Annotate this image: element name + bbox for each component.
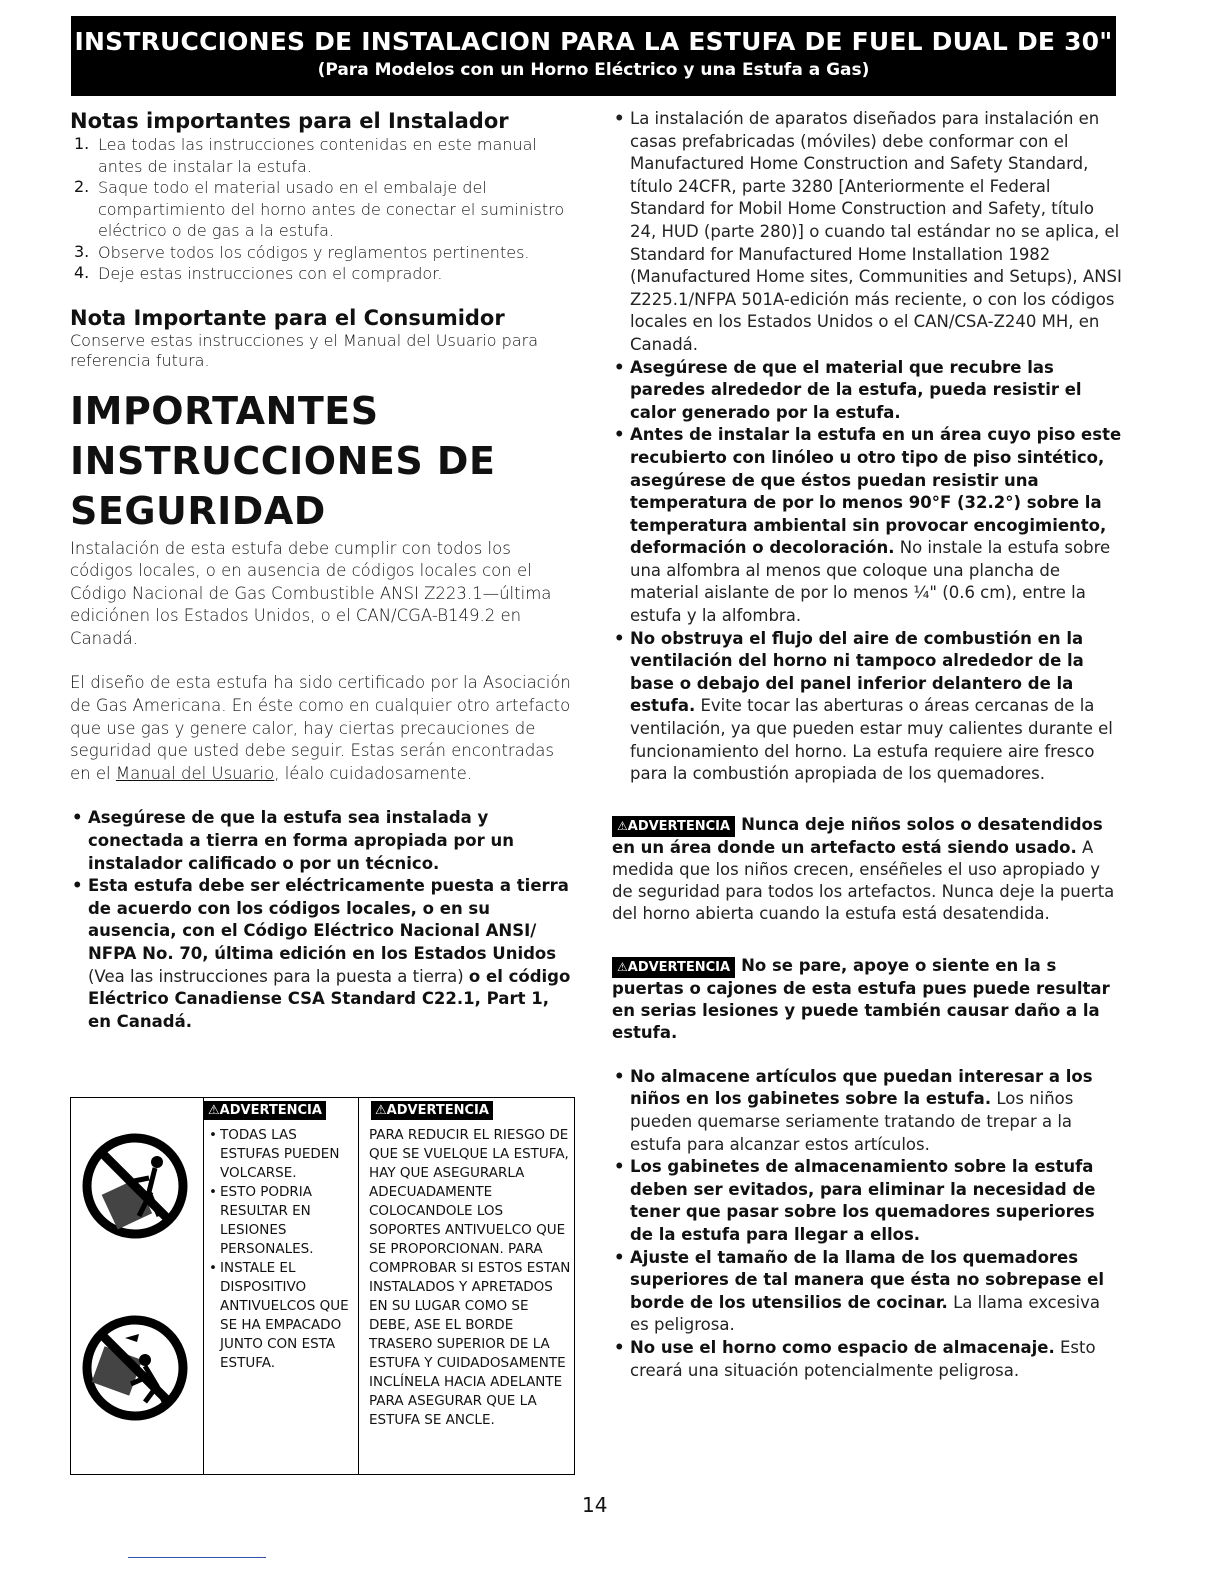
list-item: • Antes de instalar la estufa en un área cuyo piso este recubierto con linóleo u otro tipo de piso sintético, asegúrese de que éstos puedan resistir una temperatura de por lo menos 90°F (32.2°) sobre la temperatura ambiental sin provocar encogimiento, deformación o decoloración. No instale la estufa sobre una alfombra al menos que coloque una plancha de material aislante de por lo menos ¼" (0.6 cm), entre la estufa y la alfombra.	[614, 425, 1122, 626]
right-column	[612, 108, 1122, 1382]
no-tip-icon	[71, 1098, 201, 1474]
safety-title: IMPORTANTES INSTRUCCIONES DE SEGURIDAD	[70, 388, 496, 533]
list-item: • TODAS LAS ESTUFAS PUEDEN VOLCARSE.	[209, 1127, 340, 1181]
warning-triangle-icon: ⚠	[617, 818, 628, 833]
list-item: • No use el horno como espacio de almacenaje. Esto creará una situación potencialmente peligrosa.	[614, 1337, 1096, 1380]
list-item: • Ajuste el tamaño de la llama de los quemadores superiores de tal manera que ésta no sobrepase el borde de los utensilios de cocinar. La llama excesiva es peligrosa.	[614, 1247, 1104, 1335]
list-item: • Asegúrese de que el material que recubre las paredes alrededor de la estufa, pueda resistir el calor generado por la estufa.	[614, 357, 1082, 422]
left-column	[70, 108, 575, 1033]
list-item: • Los gabinetes de almacenamiento sobre la estufa deben ser evitados, para eliminar la necesidad de tener que pasar sobre los quemadores superiores de la estufa para llegar a ellos.	[614, 1157, 1096, 1244]
warning-triangle-icon: ⚠	[208, 1103, 220, 1118]
consumer-text: Conserve estas instrucciones y el Manual del Usuario para referencia futura.	[70, 330, 539, 370]
consumer-heading: Nota Importante para el Consumidor	[70, 305, 505, 330]
warning-triangle-icon: ⚠	[375, 1103, 387, 1118]
warning-column-1	[204, 1098, 359, 1474]
user-manual-link: Manual del Usuario	[115, 763, 275, 783]
header-subtitle: (Para Modelos con un Horno Eléctrico y una Estufa a Gas)	[317, 60, 870, 80]
warning-label: ⚠ADVERTENCIA	[371, 1101, 493, 1120]
list-item: 1. Lea todas las instrucciones contenidas en este manual antes de instalar la estufa.	[74, 134, 537, 176]
warning-column-2	[359, 1098, 574, 1474]
page-header	[71, 16, 1116, 96]
list-item: • Esta estufa debe ser eléctricamente puesta a tierra de acuerdo con los códigos locales, o en su ausencia, con el Código Eléctrico Nacional ANSI/ NFPA No. 70, última edición en los Estados Unidos (Vea las instrucciones para la puesta a tierra) o el código Eléctrico Canadiense CSA Standard C22.1, Part 1, en Canadá.	[72, 876, 571, 1031]
page-number: 14	[582, 1493, 608, 1517]
tip-over-warning-box	[70, 1097, 575, 1475]
list-item: 4. Deje estas instrucciones con el comprador.	[74, 263, 443, 283]
warning-badge: ⚠ADVERTENCIA	[612, 957, 735, 978]
safety-para-2: El diseño de esta estufa ha sido certificado por la Asociación de Gas Americana. En éste como en cualquier otro artefacto que use gas y genere calor, hay ciertas precauciones de seguridad que usted debe seguir. Estas serán encontradas en el Manual del Usuario, léalo cuidadosamente.	[70, 673, 571, 783]
warning-doors: ⚠ADVERTENCIA No se pare, apoye o siente en la s puertas o cajones de esta estufa pues puede resultar en serias lesiones y puede también causar daño a la estufa.	[612, 955, 1110, 1042]
safety-bullets	[70, 807, 575, 1033]
list-item: • La instalación de aparatos diseñados para instalación en casas prefabricadas (móviles) debe conformar con el Manufactured Home Construction and Safety Standard, título 24CFR, parte 3280 [Anteriormente el Federal Standard for Mobil Home Construction and Safety, título 24, HUD (parte 280)] o cuando tal estándar no se aplica, el Standard for Manufactured Home Installation 1982 (Manufactured Home sites, Communities and Setups), ANSI Z225.1/NFPA 501A-edición más reciente, o con los códigos locales en los Estados Unidos o el CAN/CSA-Z240 MH, en Canadá.	[614, 109, 1122, 354]
safety-para-1: Instalación de esta estufa debe cumplir con todos los códigos locales, o en ausencia de códigos locales con el Código Nacional de Gas Combustible ANSI Z223.1—última ediciónen los Estados Unidos, o el CAN/CGA-B149.2 en Canadá.	[70, 538, 552, 648]
header-title: INSTRUCCIONES DE INSTALACION PARA LA ESTUFA DE FUEL DUAL DE 30"	[74, 27, 1113, 56]
list-item: • ESTO PODRIA RESULTAR EN LESIONES PERSONALES.	[209, 1184, 314, 1257]
list-item: • INSTALE EL DISPOSITIVO ANTIVUELCOS QUE SE HA EMPACADO JUNTO CON ESTA ESTUFA.	[209, 1260, 349, 1371]
warning-badge: ⚠ADVERTENCIA	[612, 816, 735, 837]
warning-label: ⚠ADVERTENCIA	[204, 1101, 326, 1120]
warning-triangle-icon: ⚠	[617, 959, 628, 974]
list-item: 3. Observe todos los códigos y reglamentos pertinentes.	[74, 241, 530, 262]
list-item: • No obstruya el flujo del aire de combustión en la ventilación del horno ni tampoco alrededor de la base o debajo del panel inferior delantero de la estufa. Evite tocar las aberturas o áreas cercanas de la ventilación, ya que pueden estar muy calientes durante el funcionamiento del horno. La estufa requiere aire fresco para la combustión apropiada de los quemadores.	[614, 628, 1113, 784]
installer-list	[70, 134, 575, 285]
warning-column-2-text: PARA REDUCIR EL RIESGO DE QUE SE VUELQUE LA ESTUFA, HAY QUE ASEGURARLA ADECUADAMENTE COLOCANDOLE LOS SOPORTES ANTIVUELCO QUE SE PROPORCIONAN. PARA COMPROBAR SI ESTOS ESTAN INSTALADOS Y APRETADOS EN SU LUGAR COMO SE DEBE, ASE EL BORDE TRASERO SUPERIOR DE LA ESTUFA Y CUIDADOSAMENTE INCLÍNELA HACIA ADELANTE PARA ASEGURAR QUE LA ESTUFA SE ANCLE.	[369, 1127, 571, 1428]
footer-divider	[128, 1557, 266, 1558]
warning-children: ⚠ADVERTENCIA Nunca deje niños solos o desatendidos en un área donde un artefacto está siendo usado. A medida que los niños crecen, enséñeles el uso apropiado y de seguridad para todos los artefactos. Nunca deje la puerta del horno abierta cuando la estufa está desatendida.	[612, 814, 1115, 923]
warning-illustrations	[71, 1098, 204, 1474]
list-item: 2. Saque todo el material usado en el embalaje del compartimiento del horno antes de conectar el suministro eléctrico o de gas a la estufa.	[74, 177, 565, 240]
installer-heading: Notas importantes para el Instalador	[70, 109, 509, 133]
list-item: • Asegúrese de que la estufa sea instalada y conectada a tierra en forma apropiada por un instalador calificado o por un técnico.	[72, 808, 514, 873]
right-bullets-1	[612, 108, 1122, 786]
list-item: • No almacene artículos que puedan interesar a los niños en los gabinetes sobre la estufa. Los niños pueden quemarse seriamente tratando de trepar a la estufa para alcanzar estos artículos.	[614, 1066, 1093, 1154]
right-bullets-2	[612, 1066, 1122, 1382]
